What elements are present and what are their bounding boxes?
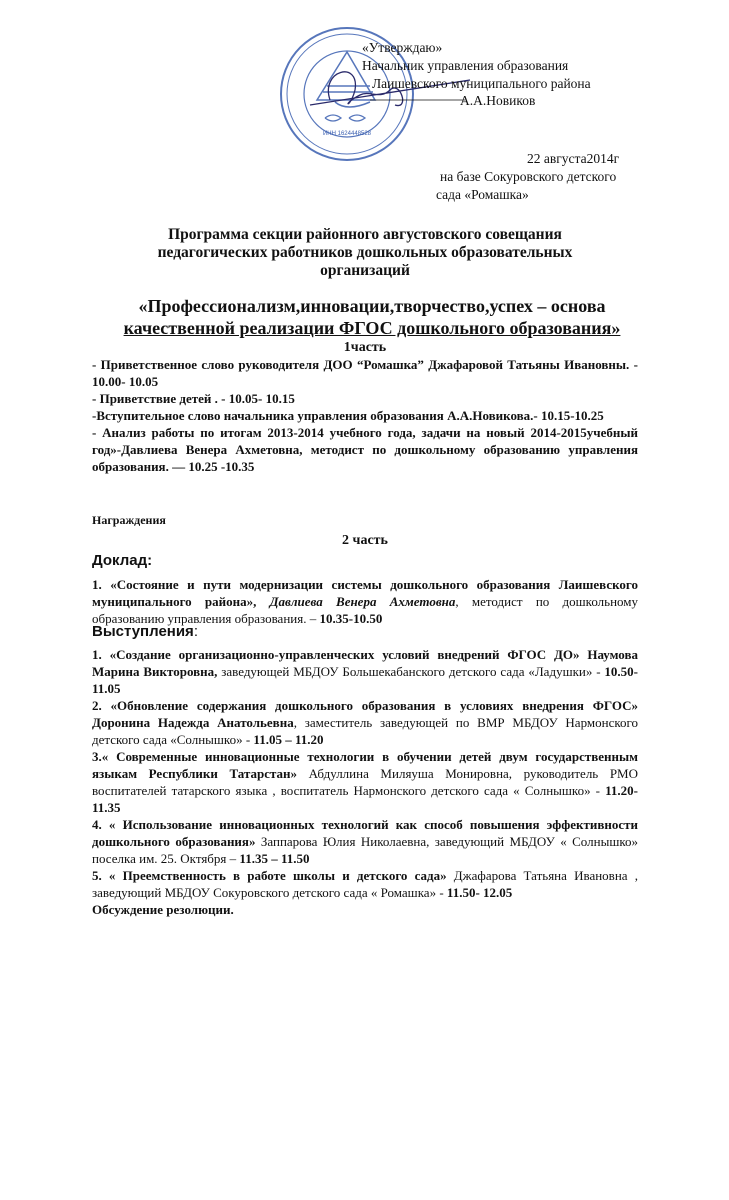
part2-heading: 2 часть <box>342 533 388 548</box>
report-topic: «Состояние и пути модернизации системы дошкольного образования Лаишевского муниципального района», <box>92 577 639 609</box>
awards-label: Награждения <box>92 513 166 527</box>
part1-list <box>92 356 638 475</box>
talk-topic: 2. «Обновление содержания дошкольного образования в условиях внедрения ФГОС» <box>92 698 638 713</box>
approve-label: «Утверждаю» <box>362 40 443 55</box>
talk-role: Заппарова Юлия Николаевна, заведующий МБДОУ « Солнышко» поселка им. 25. Октября – <box>92 834 638 866</box>
title-line: Программа секции районного августовского совещания <box>168 226 562 243</box>
talks-heading-label: Выступления <box>92 623 194 640</box>
report-number: 1. <box>92 577 102 592</box>
report-item <box>92 576 638 627</box>
venue-line-1: на базе Сокуровского детского <box>440 169 617 184</box>
theme-title <box>92 295 652 339</box>
talk-time: 11.05 – 11.20 <box>253 732 324 747</box>
approver-name: А.А.Новиков <box>460 93 536 108</box>
talk-topic: 5. « Преемственность в работе школы и детского сада» <box>92 868 447 883</box>
talk-time: 11.20-11.35 <box>92 783 638 815</box>
svg-text:ИНН 1624448528: ИНН 1624448528 <box>322 131 372 137</box>
talk-time: 11.35 – 11.50 <box>239 851 310 866</box>
talk-role: Джафарова Татьяна Ивановна , заведующий МБДОУ Сокуровского детского сада « Ромашка» - <box>92 868 638 900</box>
talk-role: заведующей МБДОУ Большекабанского детского сада «Ладушки» - <box>217 664 605 679</box>
agenda-item: - Приветствие детей . - 10.05- 10.15 <box>92 391 295 406</box>
agenda-item: -Вступительное слово начальника управления образования А.А.Новикова.- 10.15-10.25 <box>92 408 604 423</box>
talks-heading: Выступления: <box>92 623 198 640</box>
theme-line: «Профессионализм,инновации,творчество,успех – основа <box>138 296 606 316</box>
venue-line-2: сада «Ромашка» <box>436 187 529 202</box>
part1-heading: 1часть <box>343 340 387 355</box>
report-speaker: Давлиева Венера Ахметовна <box>269 594 456 609</box>
approver-position: Начальник управления образования <box>362 58 569 73</box>
closing-item: Обсуждение резолюции. <box>92 902 234 917</box>
talk-item <box>92 816 638 867</box>
program-title <box>92 226 638 280</box>
talk-topic: 1. «Создание организационно-управленческих условий внедрений ФГОС ДО» <box>92 647 580 662</box>
talk-topic: 3.« Современные инновационные технологии в обучении детей двум государственным языкам Республики Татарстан» <box>92 749 638 781</box>
title-line: организаций <box>320 262 410 279</box>
talk-speaker: Доронина Надежда Анатольевна <box>92 715 294 730</box>
talk-time: 10.50-11.05 <box>92 664 638 696</box>
approver-position-2: Лаишевского муниципального района <box>372 76 591 91</box>
talk-item <box>92 697 638 748</box>
talk-speaker: Наумова Марина Викторовна, <box>92 647 638 679</box>
document-date: 22 августа2014г <box>527 151 620 166</box>
talks-list <box>92 646 638 918</box>
report-role: , методист по дошкольному образованию управления образования. – <box>92 594 639 626</box>
agenda-item: - Приветственное слово руководителя ДОО “Ромашка” Джафаровой Татьяны Ивановны. - 10.00- 10.05 <box>92 357 638 389</box>
talk-role: , заместитель заведующей по ВМР МБДОУ Нармонского детского сада «Солнышко» - <box>92 715 639 747</box>
theme-line: качественной реализации ФГОС дошкольного образования» <box>123 318 621 338</box>
agenda-item: - Анализ работы по итогам 2013-2014 учебного года, задачи на новый 2014-2015учебный год»-Давлиева Венера Ахметовна, методист по дошкольному образованию управления образования. — 10.25 -10.35 <box>92 425 638 474</box>
report-heading: Доклад: <box>92 552 153 569</box>
talk-item <box>92 646 638 697</box>
title-line: педагогических работников дошкольных образовательных <box>157 244 573 261</box>
talk-item <box>92 867 638 901</box>
report-time: 10.35-10.50 <box>319 611 383 626</box>
talk-time: 11.50- 12.05 <box>446 885 513 900</box>
talk-topic: 4. « Использование инновационных технологий как способ повышения эффективности дошкольного образования» <box>92 817 638 849</box>
talk-role: Абдуллина Миляуша Монировна, руководитель РМО воспитателей татарского языка , воспитатель Нармонского детского сада « Солнышко» - <box>92 766 638 798</box>
talk-item <box>92 748 638 816</box>
